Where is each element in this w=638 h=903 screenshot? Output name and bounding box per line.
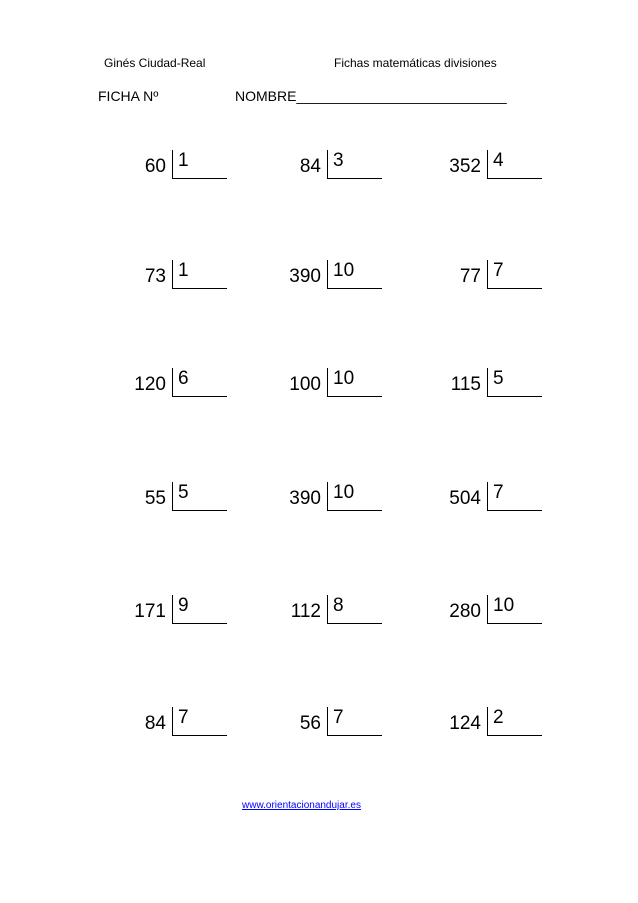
divisor: 10 [333,368,355,389]
division-problem [265,595,425,631]
name-field-label: NOMBRE___________________________ [235,88,507,104]
dividend: 390 [289,488,321,509]
divisor: 10 [333,260,355,281]
dividend: 112 [290,601,321,622]
division-problem [110,150,270,186]
division-bracket [327,260,382,289]
division-bracket [172,260,227,289]
division-problem [110,260,270,296]
divisor: 2 [493,707,504,728]
dividend: 77 [459,266,481,287]
division-problem [265,260,425,296]
dividend: 56 [299,713,321,734]
dividend: 352 [449,156,481,177]
division-bracket [327,707,382,736]
division-problem [425,150,585,186]
division-problem [265,150,425,186]
division-problem [425,707,585,743]
dividend: 171 [134,601,166,622]
dividend: 55 [144,488,166,509]
division-bracket [487,707,542,736]
divisor: 7 [493,482,504,503]
division-bracket [487,368,542,397]
division-bracket [172,150,227,179]
division-bracket [172,482,227,511]
division-bracket [487,595,542,624]
dividend: 60 [144,156,166,177]
worksheet-title: Fichas matemáticas divisiones [334,56,497,70]
ficha-number-label: FICHA Nº [98,88,159,104]
division-problem [110,368,270,404]
dividend: 100 [289,374,321,395]
dividend: 120 [134,374,166,395]
divisor: 6 [178,368,189,389]
division-bracket [327,482,382,511]
divisor: 1 [178,150,189,171]
divisor: 9 [178,595,189,616]
division-problem [425,260,585,296]
dividend: 84 [299,156,321,177]
division-bracket [172,368,227,397]
division-bracket [487,482,542,511]
division-bracket [172,595,227,624]
dividend: 84 [144,713,166,734]
divisor: 10 [493,595,515,616]
division-problem [110,707,270,743]
divisor: 5 [493,368,504,389]
division-problem [265,707,425,743]
dividend: 390 [289,266,321,287]
divisor: 7 [178,707,189,728]
division-bracket [487,260,542,289]
divisor: 3 [333,150,344,171]
divisor: 7 [333,707,344,728]
website-link[interactable]: www.orientacionandujar.es [242,800,361,811]
divisor: 1 [178,260,189,281]
dividend: 115 [450,374,481,395]
divisor: 7 [493,260,504,281]
division-problem [110,482,270,518]
divisor: 4 [493,150,504,171]
division-bracket [487,150,542,179]
division-problem [425,482,585,518]
division-problem [110,595,270,631]
divisor: 10 [333,482,355,503]
division-problem [265,482,425,518]
division-problem [265,368,425,404]
dividend: 73 [144,266,166,287]
division-bracket [327,368,382,397]
division-bracket [327,595,382,624]
division-bracket [327,150,382,179]
dividend: 280 [449,601,481,622]
division-bracket [172,707,227,736]
dividend: 124 [449,713,481,734]
author-name: Ginés Ciudad-Real [104,56,206,70]
divisor: 8 [333,595,344,616]
division-problem [425,368,585,404]
division-problem [425,595,585,631]
dividend: 504 [449,488,481,509]
divisor: 5 [178,482,189,503]
